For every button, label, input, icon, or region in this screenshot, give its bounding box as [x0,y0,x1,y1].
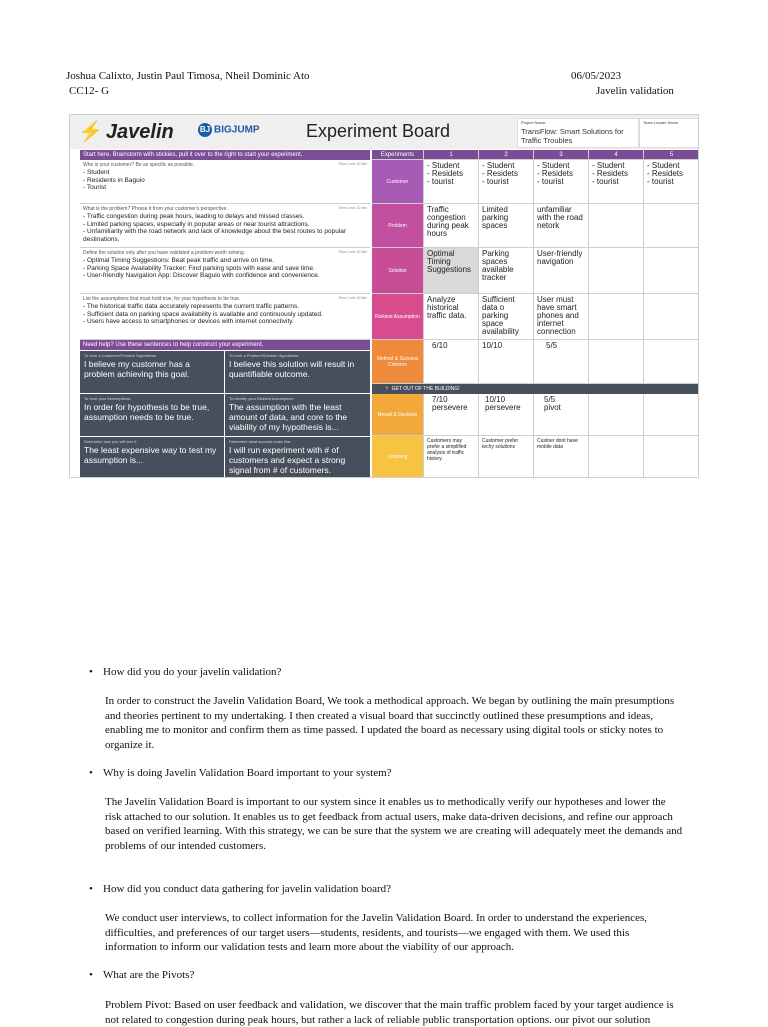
answer-1: In order to construct the Javelin Validation Board, We took a methodical approach. We began by outlining the main presumptions and theories pertinent to my undertaking. I then created a visual board that succinctly outlined these presumptions and ideas, enabling me to monitor and confirm them as time passed. I updated the board as necessary using digital tools or sticky notes to organize it. [105,695,675,751]
grid-cell: 10/10 [479,340,534,384]
question-1: • How did you do your javelin validation? [89,666,282,678]
row-label-method: Method & Success Criterion [372,340,424,384]
grid-cell: - Student - Residets - tourist [479,160,534,204]
experiments-grid [372,150,699,478]
grid-cell: - Student - Residets - tourist [589,160,644,204]
project-name-box: Project Name: TransFlow: Smart Solutions for Traffic Troubles [517,118,639,148]
grid-cell: Optimal Timing Suggestions [424,248,479,294]
row-label-riskiest: Riskiest Assumption [372,294,424,340]
bolt-icon: ⚡ [78,121,103,143]
grid-cell: Customers may prefer a simplified analysis of traffic history. [424,436,479,478]
answer-2: The Javelin Validation Board is important to our system since it enables us to methodically verify our hypotheses and lower the risk attached to our solution. It enables us to get feedback from actual users, make data-driven decisions, and refine our approach based on verified learning. With this strategy, we can be sure that the system we are creating will adequately meet the demands and problems of our intended customers. [105,796,683,852]
row-label-result: Result & Decision [372,394,424,436]
grid-cell: Limited parking spaces [479,204,534,248]
grid-cell: User-friendly navigation [534,248,589,294]
section-line: CC12- G [69,85,110,97]
answer-3: We conduct user interviews, to collect information for the Javelin Validation Board. In order to understand the experiences, difficulties, and preferences of our target users—students, residents, and tourists—we engaged with them. We used this information to inform our validation tests and learn more about the viability of our approach. [105,912,648,953]
row-label-learning: Learning [372,436,424,478]
sentence-success: Determine what success looks like: I will run experiment with # of customers and expect a strong signal from # of customers. [225,437,370,478]
grid-cell: 5/5 [534,340,589,384]
grid-cell: 5/5 pivot [534,394,589,436]
col-header: 3 [534,150,589,160]
experiment-board-figure [69,114,699,478]
javelin-logo: ⚡ Javelin [78,121,174,143]
sentence-test: Determine how you will test it: The least expensive way to test my assumption is... [80,437,224,478]
sentence-assumptions: To form your Assumptions: In order for hypothesis to be true, assumption needs to be true. [80,394,224,436]
grid-cell: 6/10 [424,340,479,384]
doc-title: Javelin validation [596,85,674,97]
grid-cell: - Student - Residets - tourist [644,160,699,204]
grid-cell: Custoer dont have mobile data [534,436,589,478]
grid-cell: - Student - Residets - tourist [534,160,589,204]
question-4: • What are the Pivots? [89,969,195,981]
grid-cell: - Student - Residets - tourist [424,160,479,204]
sentence-problem-solution: To form a Problem/Solution Hypothesis: I believe this solution will result in quantifiable outcome. [225,351,370,393]
grid-cell: Analyze historical traffic data. [424,294,479,340]
question-3: • How did you conduct data gathering for javelin validation board? [89,883,392,895]
get-out-bar: 🏃 GET OUT OF THE BUILDING! [372,384,699,394]
brainstorm-panel [80,150,370,478]
grid-cell-empty [644,436,699,478]
experiments-header: Experiments [372,150,424,160]
grid-cell: 7/10 persevere [424,394,479,436]
board-title: Experiment Board [306,121,451,141]
question-2: • Why is doing Javelin Validation Board important to your system? [89,767,392,779]
grid-cell: Sufficient data o parking space availability [479,294,534,340]
sentence-riskiest: To identify your Riskiest Assumption: The assumption with the least amount of data, and core to the viability of my hypothesis is... [225,394,370,436]
grid-cell-empty [644,294,699,340]
problem-section: What is the problem? Phrase it from your customer's perspective. Time Limit: 10 Min - Traffic congestion during peak hours, leading to delays and missed classes. - Limited parking spaces, especially in popular areas or near tourist attractions. - Unfamiliarity with the road network and lack of knowledge about the best routes to popular destinations. [80,204,370,248]
grid-cell: Traffic congestion during peak hours [424,204,479,248]
row-label-customer: Customer [372,160,424,204]
grid-cell-empty [589,340,644,384]
grid-cell-empty [644,394,699,436]
grid-cell-empty [589,436,644,478]
board-topbar [70,115,699,149]
help-bar: Need help? Use these sentences to help construct your experiment. [80,340,370,350]
row-label-problem: Problem [372,204,424,248]
solution-section: Define the solution only after you have validated a problem worth solving. Time Limit: 10 Min - Optimal Timing Suggestions: Beat peak traffic and arrive on time. - Parking Space Availability Tracker: Find parking spots with ease and save time. - User-friendly Navigation App: Discover Baguio with confidence and convenience. [80,248,370,294]
col-header: 1 [424,150,479,160]
grid-cell-empty [589,204,644,248]
grid-cell: User must have smart phones and internet connection [534,294,589,340]
grid-cell: Parking spaces available tracker [479,248,534,294]
grid-cell-empty [589,294,644,340]
bigjump-circle-icon: BJ [198,123,212,137]
customer-section: Who is your customer? Be as specific as possible. Time Limit: 10 Min - Student - Residents in Baguio - Tourist [80,160,370,204]
grid-cell-empty [589,248,644,294]
col-header: 5 [644,150,699,160]
date-line: 06/05/2023 [571,70,622,82]
grid-cell: unfamiliar with the road netork [534,204,589,248]
col-header: 2 [479,150,534,160]
answer-4: Problem Pivot: Based on user feedback and validation, we discover that the main traffic problem faced by your target audience is not related to congestion during peak hours, but rather a lack of reliable public transportation options. our pivot our solution [105,999,674,1026]
authors-line: Joshua Calixto, Justin Paul Timosa, Nheil Dominic Ato [66,70,310,82]
grid-cell-empty [644,204,699,248]
grid-cell-empty [644,340,699,384]
grid-cell-empty [589,394,644,436]
runner-icon: 🏃 [384,386,391,392]
assumption-section: List the assumptions that must hold true, for your hypothesis to be true. Time Limit: 10 Min - The historical traffic data accurately represents the current traffic patterns. - Sufficient data on parking space availability is available and continuously updated. - Users have access to smartphones or devices with internet connectivity. [80,294,370,340]
bigjump-logo: BJ BIGJUMP [199,124,260,136]
start-bar: Start here. Brainstorm with stickies, pull it over to the right to start your experiment. [80,150,370,160]
grid-cell: Customer prefer techy solutions [479,436,534,478]
grid-cell-empty [644,248,699,294]
project-name: TransFlow: Smart Solutions for Traffic Troubles [521,127,624,145]
grid-cell: 10/10 persevere [479,394,534,436]
sentence-customer-problem: To form a Customer/Problem Hypothesis: I believe my customer has a problem achieving this goal. [80,351,224,393]
row-label-solution: Solution [372,248,424,294]
col-header: 4 [589,150,644,160]
team-leader-box: Team Leader Name [639,118,699,148]
